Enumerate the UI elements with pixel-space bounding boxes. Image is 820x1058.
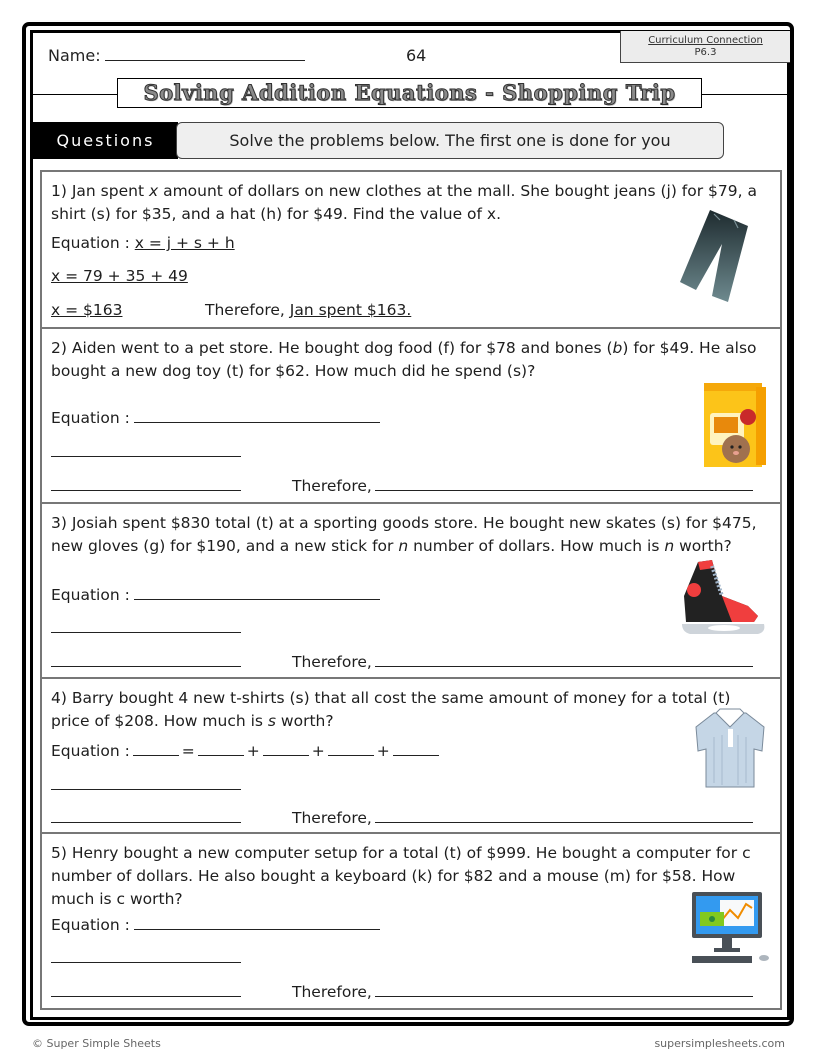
equation-line: [51, 740, 442, 760]
variable: s: [267, 712, 276, 730]
questions-box: [40, 170, 782, 1010]
question-number: 5): [51, 844, 67, 862]
work-step-2: x = $163: [51, 301, 123, 319]
therefore-blank[interactable]: [375, 475, 753, 491]
equation-label: Equation :: [51, 409, 130, 427]
equation-line: [51, 584, 380, 604]
work-line: [51, 441, 241, 461]
variable: n: [664, 537, 675, 555]
question-text: [51, 512, 773, 558]
final-answer: Jan spent $163.: [289, 301, 412, 319]
equation-line: [51, 914, 380, 934]
work-line: [51, 807, 241, 827]
therefore-line: [292, 981, 753, 1001]
addend-blank[interactable]: [263, 740, 309, 756]
work-line: [51, 774, 241, 794]
therefore-line: [292, 807, 753, 827]
therefore-label: Therefore,: [292, 809, 372, 827]
question-number: 2): [51, 339, 67, 357]
equation-label: Equation :: [51, 742, 130, 760]
therefore-label: Therefore,: [205, 301, 285, 319]
therefore-line: [292, 651, 753, 671]
therefore-line: [292, 475, 753, 495]
total-blank[interactable]: [133, 740, 179, 756]
curriculum-connection: [620, 31, 790, 63]
therefore-blank[interactable]: [375, 807, 753, 823]
work-blank[interactable]: [51, 651, 241, 667]
equation-answer: x = j + s + h: [134, 234, 235, 252]
computer-icon: [688, 890, 774, 966]
work-line: [51, 617, 241, 637]
worksheet-title: Solving Addition Equations - Shopping Trip: [143, 80, 676, 105]
therefore-label: Therefore,: [292, 653, 372, 671]
question-text: [51, 337, 773, 383]
text-part: Barry bought 4 new t-shirts (s) that all cost the same amount of money for a total (t) price of $208. How much is: [51, 689, 731, 730]
equation-label: Equation :: [51, 916, 130, 934]
addend-blank[interactable]: [328, 740, 374, 756]
question-1: [42, 172, 780, 329]
text-part: ) for $49. He also bought a new dog toy (t) for $62. How much did he spend (s)?: [51, 339, 757, 380]
work-line: [51, 981, 241, 1001]
ice-skate-icon: [678, 556, 770, 638]
work-blank[interactable]: [51, 947, 241, 963]
instructions: Solve the problems below. The first one is done for you: [176, 122, 724, 159]
curriculum-code: P6.3: [694, 47, 717, 58]
equation-label: Equation :: [51, 586, 130, 604]
questions-tab: Questions: [33, 122, 178, 159]
work-line: [51, 947, 241, 967]
variable: b: [612, 339, 623, 357]
therefore-line: [205, 301, 411, 319]
work-blank[interactable]: [51, 441, 241, 457]
work-blank[interactable]: [51, 807, 241, 823]
question-number: 3): [51, 514, 67, 532]
work-blank[interactable]: [51, 774, 241, 790]
equation-label: Equation :: [51, 234, 130, 252]
text-part: worth?: [674, 537, 732, 555]
plus-sign: +: [376, 742, 390, 760]
question-3: [42, 504, 780, 679]
text-part: amount of dollars on new clothes at the mall. She bought jeans (j) for $79, a shirt (s) for $35, and a hat (h) for $49. Find the value of x.: [51, 182, 757, 223]
question-number: 4): [51, 689, 67, 707]
plus-sign: +: [246, 742, 260, 760]
variable: x: [148, 182, 159, 200]
question-5: [42, 834, 780, 1008]
variable: n: [398, 537, 409, 555]
work-blank[interactable]: [51, 475, 241, 491]
text-part: Jan spent: [71, 182, 149, 200]
text-part: Aiden went to a pet store. He bought dog food (f) for $78 and bones (: [71, 339, 613, 357]
equation-blank[interactable]: [134, 914, 380, 930]
question-text: [51, 842, 773, 911]
question-number: 1): [51, 182, 67, 200]
curriculum-title: Curriculum Connection: [648, 35, 763, 46]
jeans-icon: [650, 198, 750, 313]
copyright: © Super Simple Sheets: [32, 1037, 161, 1050]
addend-blank[interactable]: [393, 740, 439, 756]
dog-food-icon: [700, 379, 770, 471]
name-field[interactable]: [48, 46, 305, 65]
plus-sign: +: [311, 742, 325, 760]
therefore-label: Therefore,: [292, 983, 372, 1001]
text-part: number of dollars. How much is: [408, 537, 665, 555]
title-box: [117, 78, 702, 108]
text-part: worth?: [276, 712, 334, 730]
question-text: [51, 687, 773, 733]
work-line: [51, 475, 241, 495]
website-link[interactable]: supersimplesheets.com: [654, 1037, 785, 1050]
work-blank[interactable]: [51, 617, 241, 633]
text-part: Josiah spent $830 total (t) at a sporting goods store. He bought new skates (s) for $475, new gloves (g) for $190, and a new stick for: [51, 514, 757, 555]
work-line: [51, 651, 241, 671]
question-2: [42, 329, 780, 504]
equation-line: [51, 407, 380, 427]
name-blank[interactable]: [105, 46, 305, 61]
shirt-icon: [692, 707, 768, 791]
name-label: Name:: [48, 46, 101, 65]
text-part: Henry bought a new computer setup for a total (t) of $999. He bought a computer for c number of dollars. He also bought a keyboard (k) for $82 and a mouse (m) for $58. How much is c worth?: [51, 844, 751, 908]
therefore-blank[interactable]: [375, 651, 753, 667]
work-step-1: x = 79 + 35 + 49: [51, 267, 188, 285]
equation-line: [51, 234, 235, 252]
therefore-blank[interactable]: [375, 981, 753, 997]
addend-blank[interactable]: [198, 740, 244, 756]
equals-sign: =: [181, 742, 195, 760]
question-4: [42, 679, 780, 834]
equation-blank[interactable]: [134, 407, 380, 423]
work-blank[interactable]: [51, 981, 241, 997]
equation-blank[interactable]: [134, 584, 380, 600]
therefore-label: Therefore,: [292, 477, 372, 495]
page-number: 64: [406, 46, 427, 65]
